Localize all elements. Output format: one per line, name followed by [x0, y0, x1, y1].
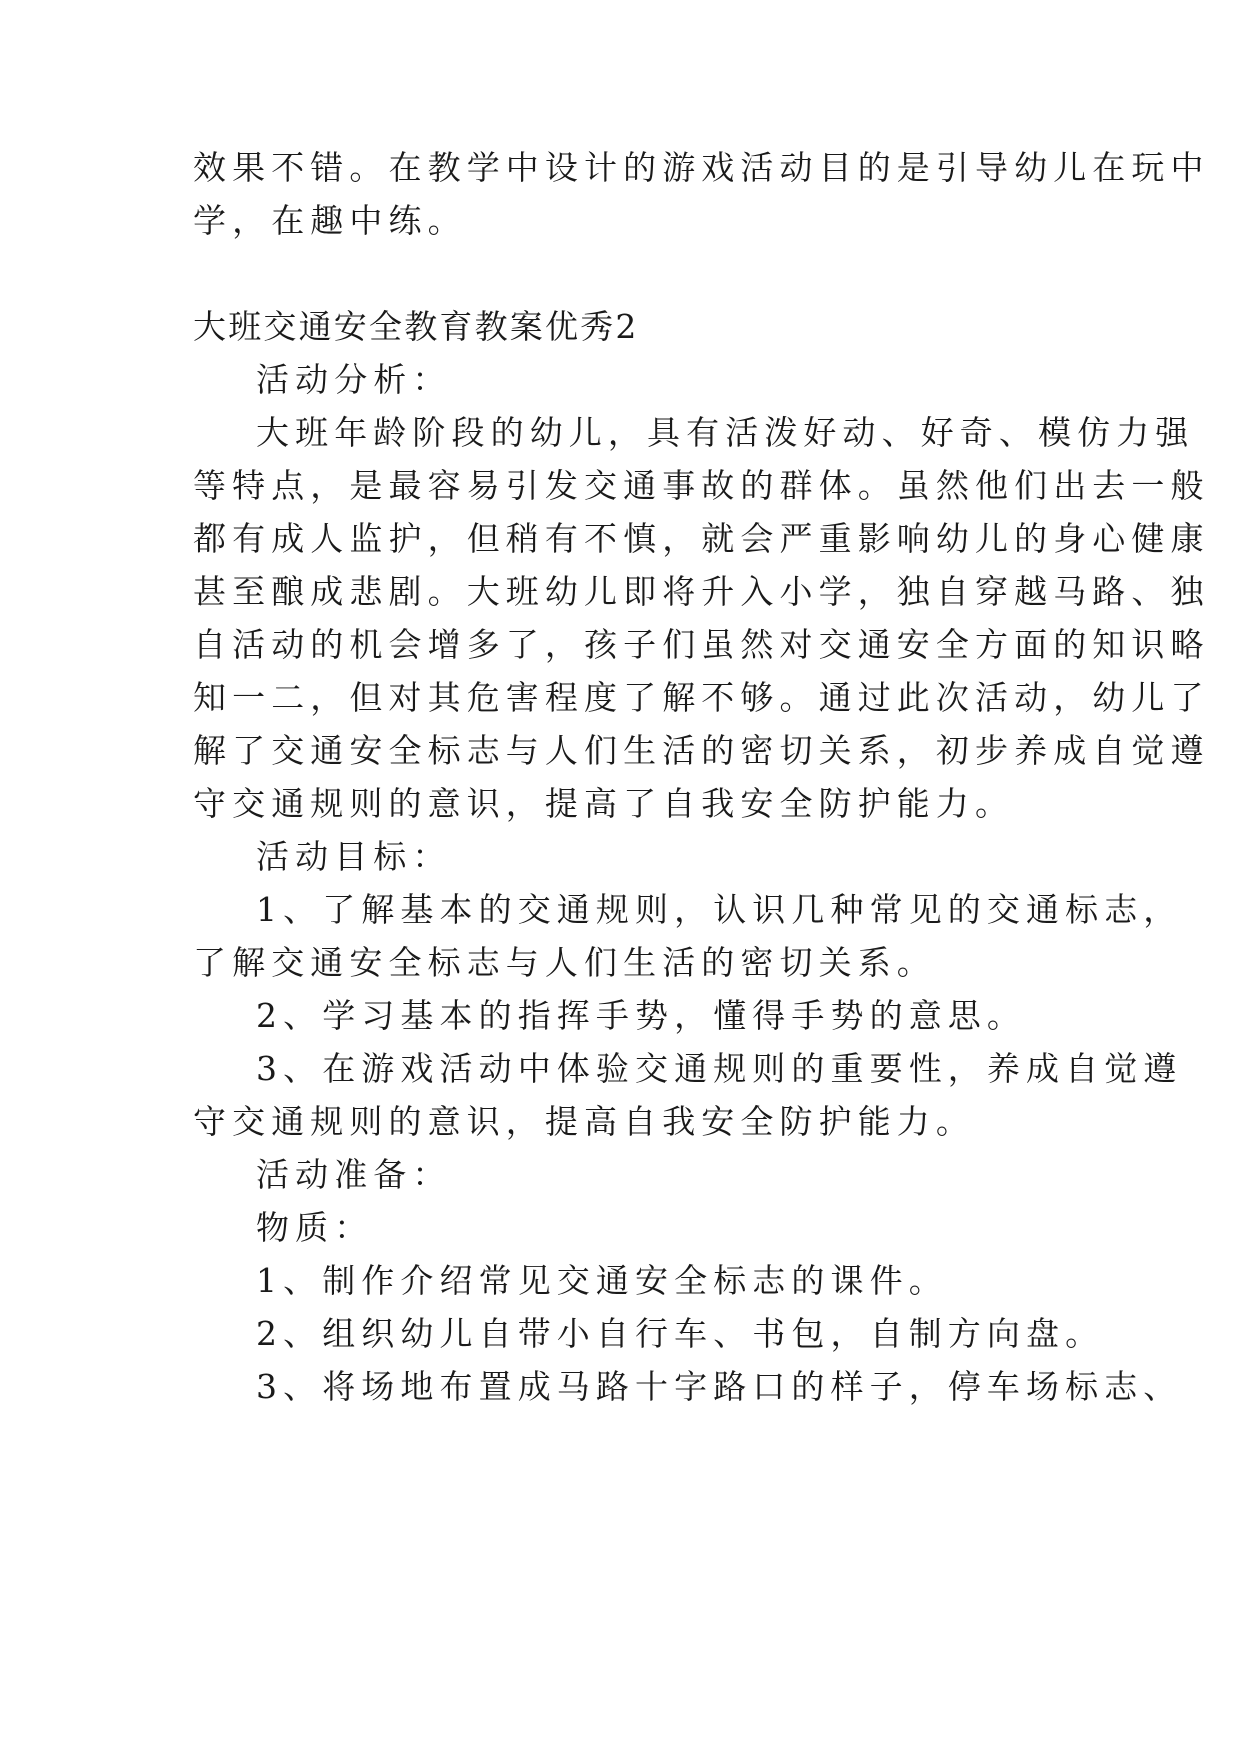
body-line: 大班年龄阶段的幼儿，具有活泼好动、好奇、模仿力强 — [256, 413, 1195, 452]
subheading: 活动目标： — [256, 837, 452, 876]
list-item: 2、学习基本的指挥手势，懂得手势的意思。 — [256, 996, 1026, 1035]
list-item-continuation: 守交通规则的意识，提高自我安全防护能力。 — [193, 1102, 975, 1141]
body-line: 解了交通安全标志与人们生活的密切关系，初步养成自觉遵 — [193, 731, 1210, 770]
subheading: 活动准备： — [256, 1155, 452, 1194]
subheading: 活动分析： — [256, 360, 452, 399]
list-item: 2、组织幼儿自带小自行车、书包，自制方向盘。 — [256, 1314, 1105, 1353]
subheading: 物质： — [256, 1208, 374, 1247]
body-line: 学，在趣中练。 — [193, 201, 467, 240]
body-line: 知一二，但对其危害程度了解不够。通过此次活动，幼儿了 — [193, 678, 1210, 717]
list-item: 3、将场地布置成马路十字路口的样子，停车场标志、 — [256, 1367, 1183, 1406]
body-line: 都有成人监护，但稍有不慎，就会严重影响幼儿的身心健康 — [193, 519, 1210, 558]
list-item: 3、在游戏活动中体验交通规则的重要性，养成自觉遵 — [256, 1049, 1183, 1088]
body-line: 自活动的机会增多了，孩子们虽然对交通安全方面的知识略 — [193, 625, 1210, 664]
list-item: 1、制作介绍常见交通安全标志的课件。 — [256, 1261, 948, 1300]
section-title: 大班交通安全教育教案优秀2 — [193, 307, 639, 346]
list-item-continuation: 了解交通安全标志与人们生活的密切关系。 — [193, 943, 936, 982]
body-line: 甚至酿成悲剧。大班幼儿即将升入小学，独自穿越马路、独 — [193, 572, 1210, 611]
body-line: 效果不错。在教学中设计的游戏活动目的是引导幼儿在玩中 — [193, 148, 1210, 187]
body-line: 等特点，是最容易引发交通事故的群体。虽然他们出去一般 — [193, 466, 1210, 505]
list-item: 1、了解基本的交通规则，认识几种常见的交通标志， — [256, 890, 1183, 929]
body-line: 守交通规则的意识，提高了自我安全防护能力。 — [193, 784, 1015, 823]
